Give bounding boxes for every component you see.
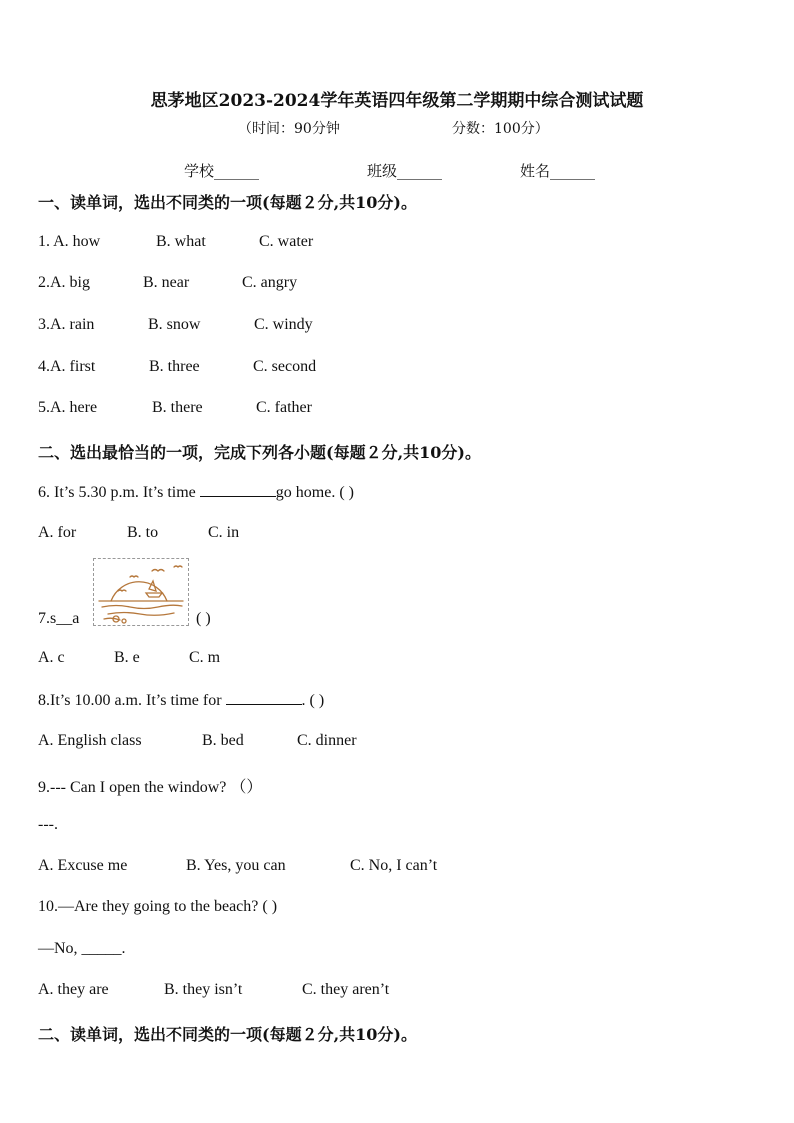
- q1-option-c: C. water: [259, 233, 314, 250]
- q8-stem-end: . ( ): [301, 692, 325, 709]
- q1-option-b: B. what: [156, 233, 206, 250]
- q6-blank: [200, 482, 276, 497]
- q10-response: —No, _____.: [38, 940, 126, 957]
- q10-option-b: B. they isn’t: [164, 981, 243, 998]
- q3-option-b: B. snow: [148, 316, 201, 333]
- q1-option-a: 1. A. how: [38, 233, 101, 250]
- q6-option-a: A. for: [38, 524, 77, 541]
- q6-options: [38, 524, 239, 542]
- q5-option-c: C. father: [256, 399, 312, 416]
- exam-score: 分数：100分）: [452, 121, 549, 137]
- question-2: [38, 274, 297, 292]
- q8-blank: [226, 690, 302, 705]
- q8-options: [38, 732, 357, 750]
- q6-stem: 6. It’s 5.30 p.m. It’s time: [38, 484, 196, 501]
- exam-time: （时间：90分钟: [238, 121, 340, 137]
- question-3: [38, 316, 313, 334]
- section-2-heading: 二、选出最恰当的一项，完成下列各小题(每题２分,共10分)。: [38, 443, 481, 462]
- q2-option-b: B. near: [143, 274, 190, 291]
- question-7: [38, 610, 211, 628]
- class-field: 班级______: [367, 162, 443, 180]
- q6-option-b: B. to: [127, 524, 159, 541]
- q9-option-c: C. No, I can’t: [350, 857, 438, 874]
- question-9: 9.--- Can I open the window? （）: [38, 779, 263, 796]
- q7-answer-paren: ( ): [196, 610, 211, 627]
- name-field: 姓名______: [520, 162, 596, 180]
- q9-option-b: B. Yes, you can: [186, 857, 286, 874]
- q7-stem: 7.s__a: [38, 610, 80, 627]
- question-10: 10.—Are they going to the beach? ( ): [38, 898, 278, 915]
- q10-option-c: C. they aren’t: [302, 981, 390, 998]
- q9-options: [38, 857, 437, 875]
- q4-option-b: B. three: [149, 358, 200, 375]
- q10-option-a: A. they are: [38, 981, 109, 998]
- q2-option-c: C. angry: [242, 274, 298, 291]
- question-8: [38, 690, 324, 710]
- q10-options: [38, 981, 389, 999]
- question-6: [38, 482, 354, 502]
- q3-option-c: C. windy: [254, 316, 313, 333]
- q8-option-c: C. dinner: [297, 732, 357, 749]
- exam-title: 思茅地区2023-2024学年英语四年级第二学期期中综合测试试题: [150, 91, 644, 111]
- q8-stem: 8.It’s 10.00 a.m. It’s time for: [38, 692, 222, 709]
- q4-option-a: 4.A. first: [38, 358, 96, 375]
- q5-option-a: 5.A. here: [38, 399, 98, 416]
- question-5: [38, 399, 312, 417]
- q5-option-b: B. there: [152, 399, 203, 416]
- school-field: 学校______: [184, 162, 260, 180]
- q6-option-c: C. in: [208, 524, 240, 541]
- q7-option-a: A. c: [38, 649, 65, 666]
- q7-option-b: B. e: [114, 649, 140, 666]
- q9-option-a: A. Excuse me: [38, 857, 128, 874]
- q9-response: ---.: [38, 816, 58, 833]
- q8-option-a: A. English class: [38, 732, 142, 749]
- q3-option-a: 3.A. rain: [38, 316, 95, 333]
- question-4: [38, 358, 316, 376]
- q8-option-b: B. bed: [202, 732, 244, 749]
- section-1-heading: 一、读单词，选出不同类的一项(每题２分,共10分)。: [38, 193, 417, 212]
- q7-option-c: C. m: [189, 649, 221, 666]
- section-3-heading: 二、读单词，选出不同类的一项(每题２分,共10分)。: [38, 1025, 417, 1044]
- q2-option-a: 2.A. big: [38, 274, 90, 291]
- q4-option-c: C. second: [253, 358, 317, 375]
- q6-stem-end: go home. ( ): [275, 484, 354, 501]
- q7-options: [38, 649, 220, 667]
- question-1: [38, 233, 313, 251]
